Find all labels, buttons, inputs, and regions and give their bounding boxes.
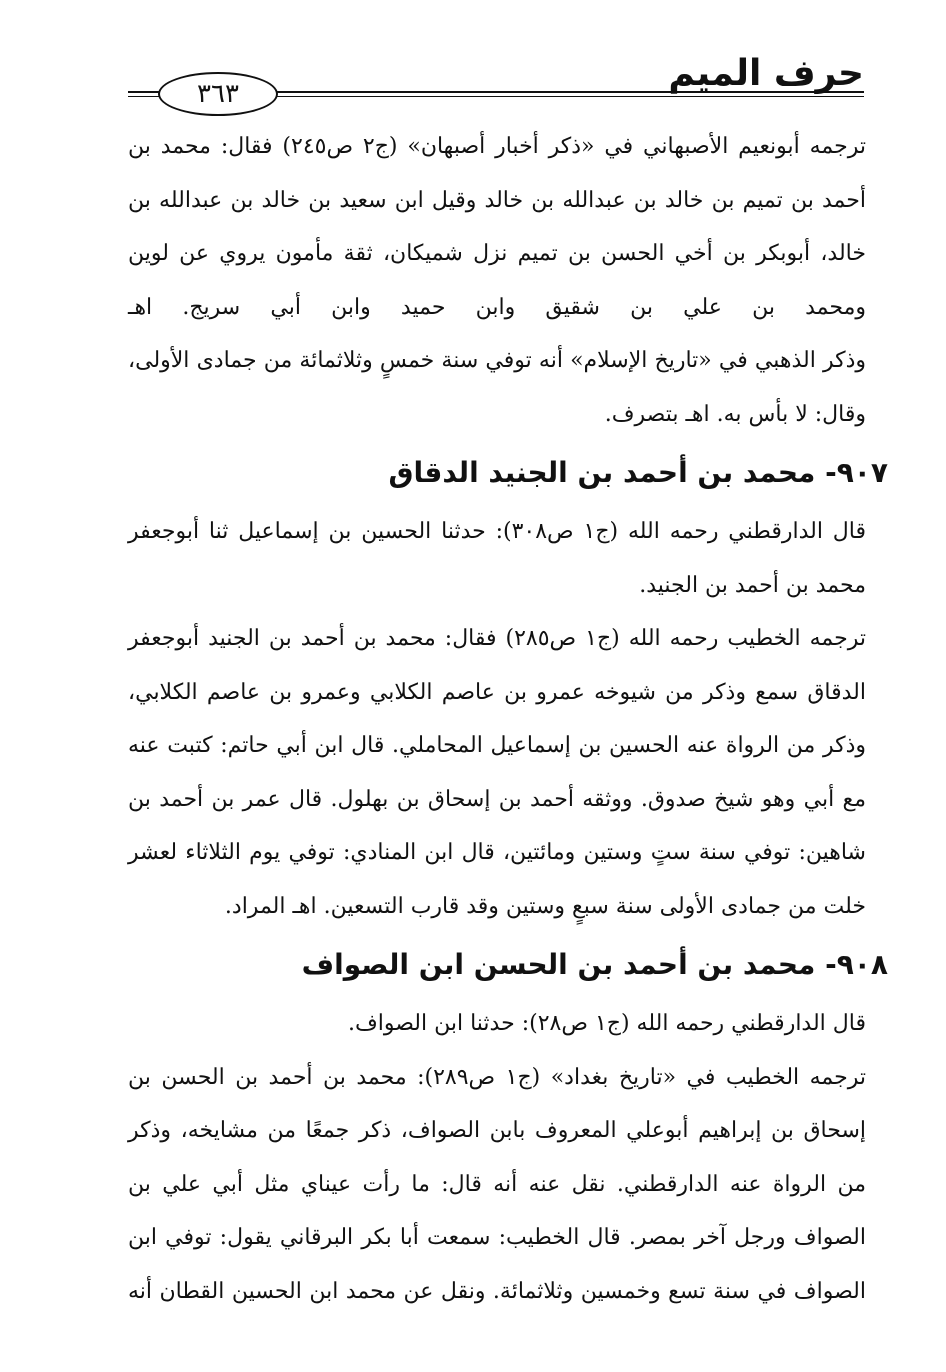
entry-heading-908: ٩٠٨- محمد بن أحمد بن الحسن ابن الصواف xyxy=(301,948,888,981)
page-header xyxy=(128,52,864,108)
paragraph-abu-nuaym: ترجمه أبونعيم الأصبهاني في «ذكر أخبار أصبهان» (ج٢ ص٢٤٥) فقال: محمد بن أحمد بن تميم بن خالد بن عبدالله بن خالد وقيل ابن سعيد بن خالد بن عبدالله بن خالد، أبوبكر بن أخي الحسن بن تميم نزل شميكان، ثقة مأمون يروي عن لوين ومحمد بن علي بن شقيق وابن حميد وابن أبي سريج. اهـ xyxy=(128,134,867,320)
paragraph-daraqutni-908: قال الدارقطني رحمه الله (ج١ ص٢٨): حدثنا ابن الصواف. xyxy=(347,1011,866,1036)
paragraph-khatib-907: ترجمه الخطيب رحمه الله (ج١ ص٢٨٥) فقال: محمد بن أحمد بن الجنيد أبوجعفر الدقاق سمع وذكر من شيوخه عمرو بن عاصم الكلابي وعمرو بن عاصم الكلابي، وذكر من الرواة عنه الحسين بن إسماعيل المحاملي. قال ابن أبي حاتم: كتبت عنه مع أبي وهو شيخ صدوق. ووثقه أحمد بن إسحاق بن بهلول. قال عمر بن أحمد بن شاهين: توفي سنة ستٍ وستين ومائتين، قال ابن المنادي: توفي يوم الثلاثاء لعشر خلت من جمادى الأولى سنة سبعٍ وستين وقد قارب التسعين. اهـ المراد. xyxy=(128,626,866,919)
paragraph-daraqutni-907: قال الدارقطني رحمه الله (ج١ ص٣٠٨): حدثنا الحسين بن إسماعيل ثنا أبوجعفر محمد بن أحمد بن الجنيد. xyxy=(128,519,867,598)
page-number: ٣٦٣ xyxy=(158,72,278,116)
page-body xyxy=(128,120,888,1318)
entry-heading-907: ٩٠٧- محمد بن أحمد بن الجنيد الدقاق xyxy=(388,456,888,489)
paragraph-khatib-908: ترجمه الخطيب في «تاريخ بغداد» (ج١ ص٢٨٩): محمد بن أحمد بن الحسن بن إسحاق بن إبراهيم أبوعلي المعروف بابن الصواف، ذكر جمعًا من مشايخه، وذكر من الرواة عنه الدارقطني. نقل عنه أنه قال: ما رأت عيناي مثل أبي علي بن الصواف ورجل آخر بمصر. قال الخطيب: سمعت أبا بكر البرقاني يقول: توفي ابن الصواف في سنة تسع وخمسين وثلاثمائة. ونقل عن محمد ابن الحسين القطان أنه xyxy=(128,1064,867,1304)
chapter-title: حرف الميم xyxy=(668,53,864,94)
paragraph-dhahabi: وذكر الذهبي في «تاريخ الإسلام» أنه توفي سنة خمسٍ وثلاثمائة من جمادى الأولى، وقال: لا بأس به. اهـ بتصرف. xyxy=(128,348,866,427)
